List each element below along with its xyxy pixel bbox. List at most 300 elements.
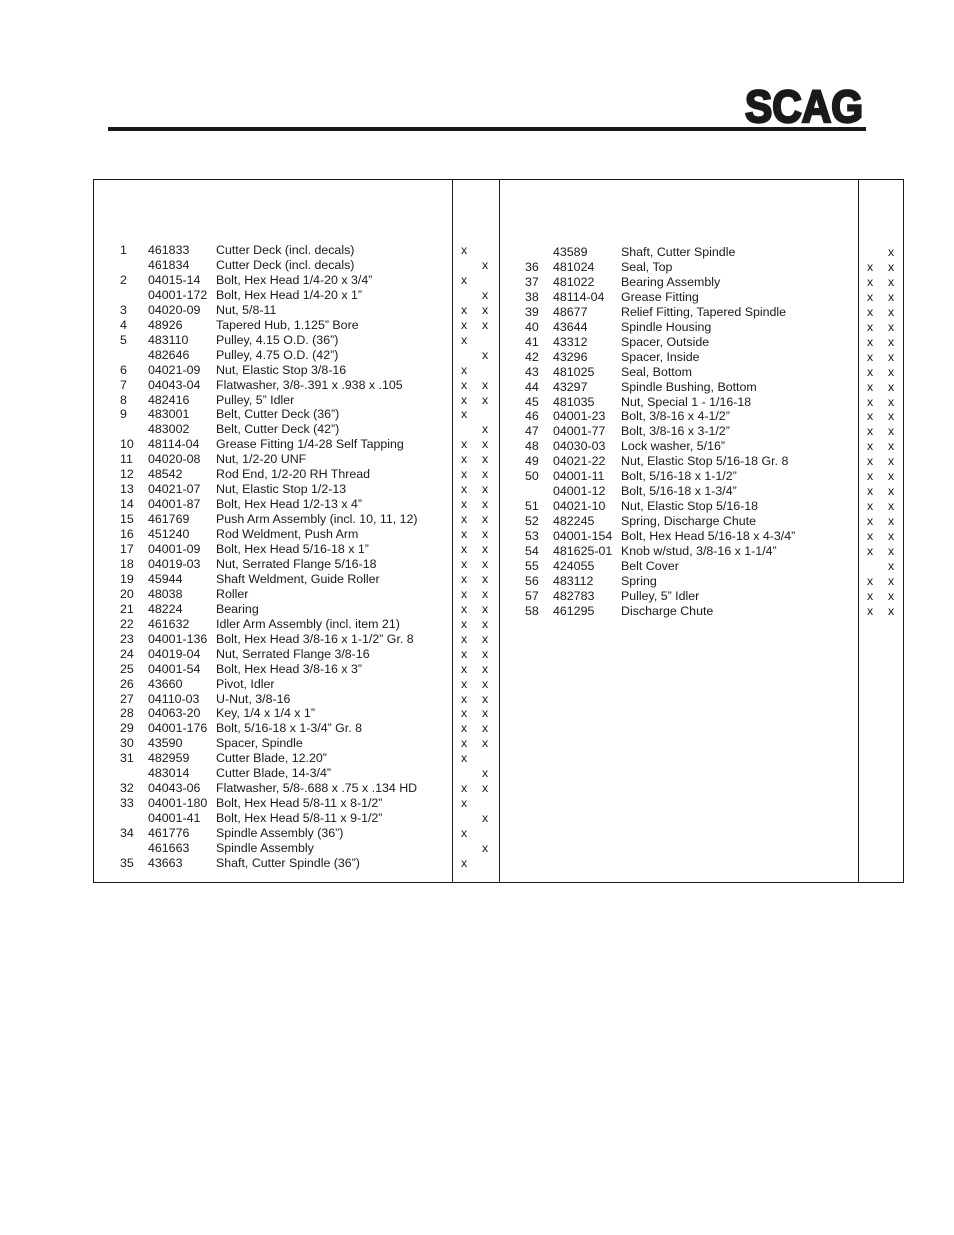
deck-36-mark: x [461, 676, 468, 691]
part-number: 04030-03 [553, 439, 606, 454]
part-description: Nut, Elastic Stop 5/16-18 Gr. 8 [621, 454, 789, 469]
part-description: Bolt, 5/16-18 x 1-3/4” [621, 484, 737, 499]
part-number: 04021-10 [553, 499, 606, 514]
deck-42-mark: x [888, 304, 895, 319]
table-row [94, 544, 903, 559]
table-row [94, 287, 903, 305]
deck-42-mark: x [482, 422, 489, 437]
table-row [94, 706, 903, 721]
ref-number: 5 [120, 332, 127, 347]
part-description: Bolt, Hex Head 5/8-11 x 9-1/2” [216, 811, 383, 826]
deck-42-mark: x [482, 257, 489, 272]
deck-42-mark: x [888, 319, 895, 334]
deck-42-mark: x [888, 259, 895, 274]
table-row [94, 677, 903, 692]
ref-number: 1 [120, 243, 127, 257]
table-row [94, 692, 903, 707]
deck-42-mark: x [482, 811, 489, 826]
deck-42-mark: x [482, 841, 489, 855]
ref-number: 54 [525, 544, 539, 558]
part-description: Grease Fitting [621, 289, 699, 304]
part-number: 04001-136 [148, 631, 208, 646]
deck-36-mark: x [867, 304, 874, 319]
part-description: Nut, Elastic Stop 5/16-18 [621, 499, 759, 514]
deck-42-mark: x [482, 691, 489, 706]
table-row [94, 529, 903, 544]
deck-36-mark: x [867, 424, 874, 439]
part-number: 461834 [148, 257, 190, 272]
deck-36-mark: x [461, 571, 468, 586]
ref-number: 16 [120, 527, 134, 542]
ref-number: 56 [525, 573, 539, 588]
deck-36-mark: x [461, 467, 468, 482]
part-description: Spring, Discharge Chute [621, 514, 756, 529]
part-number: 482959 [148, 751, 190, 766]
deck-36-mark: x [461, 332, 468, 347]
deck-42-mark: x [482, 571, 489, 586]
deck-42-mark: x [482, 437, 489, 452]
deck-36-mark: x [867, 364, 874, 379]
deck-42-mark: x [888, 364, 895, 379]
part-description: Bolt, 5/16-18 x 1-1/2” [621, 469, 737, 484]
part-number: 43589 [553, 245, 588, 259]
header-rule [108, 127, 866, 131]
deck-42-mark: x [888, 439, 895, 454]
part-number: 481035 [553, 394, 595, 409]
deck-36-mark: x [867, 514, 874, 529]
table-row [94, 796, 903, 811]
part-number: 48677 [553, 304, 588, 319]
part-description: U-Nut, 3/8-16 [216, 691, 291, 706]
part-description: Tapered Hub, 1.125” Bore [216, 317, 359, 332]
deck-42-mark: x [888, 544, 895, 558]
part-description: Spindle Assembly [216, 841, 314, 855]
part-description: Relief Fitting, Tapered Spindle [621, 304, 787, 319]
ref-number: 36 [525, 259, 539, 274]
ref-number: 10 [120, 437, 134, 452]
ref-number: 8 [120, 392, 127, 407]
part-description: Belt Cover [621, 558, 679, 573]
part-description: Flatwasher, 3/8-.391 x .938 x .105 [216, 377, 403, 392]
table-row [94, 662, 903, 677]
table-row [94, 736, 903, 751]
ref-number: 17 [120, 542, 134, 556]
part-description: Nut, 5/8-11 [216, 302, 277, 317]
part-number: 48114-04 [148, 437, 200, 452]
deck-36-mark: x [461, 646, 468, 661]
part-description: Pulley, 4.15 O.D. (36”) [216, 332, 339, 347]
deck-36-mark: x [461, 377, 468, 392]
part-description: Seal, Bottom [621, 364, 692, 379]
part-number: 483001 [148, 407, 190, 422]
table-row [94, 601, 903, 619]
deck-36-mark: x [461, 855, 468, 870]
deck-36-mark: x [867, 409, 874, 424]
part-description: Spacer, Outside [621, 334, 710, 349]
part-number: 04063-20 [148, 706, 201, 721]
part-number: 451240 [148, 527, 190, 542]
table-row [94, 856, 903, 871]
deck-36-mark: x [461, 751, 468, 766]
ref-number: 25 [120, 661, 134, 676]
parts-table [93, 179, 904, 883]
part-description: Rod End, 1/2-20 RH Thread [216, 467, 371, 482]
scag-logo [742, 86, 866, 126]
part-description: Key, 1/4 x 1/4 x 1” [216, 706, 315, 721]
table-row [94, 439, 903, 454]
deck-42-mark: x [888, 289, 895, 304]
deck-36-mark: x [461, 317, 468, 332]
part-number: 04001-154 [553, 529, 613, 544]
part-number: 481025 [553, 364, 595, 379]
deck-36-mark: x [461, 586, 468, 601]
deck-36-mark: x [867, 529, 874, 544]
part-description: Cutter Blade, 12.20” [216, 751, 327, 766]
part-number: 04019-03 [148, 556, 201, 571]
ref-number: 47 [525, 424, 539, 439]
part-description: Bolt, Hex Head 1/2-13 x 4” [216, 497, 363, 512]
ref-number: 40 [525, 319, 539, 334]
part-number: 43590 [148, 736, 183, 751]
ref-number: 38 [525, 289, 539, 304]
ref-number: 41 [525, 334, 539, 349]
table-row [94, 347, 903, 365]
part-number: 48038 [148, 586, 183, 601]
table-row [94, 617, 903, 632]
part-description: Bolt, 3/8-16 x 3-1/2” [621, 424, 730, 439]
deck-42-mark: x [482, 377, 489, 392]
part-description: Bolt, 5/16-18 x 1-3/4” Gr. 8 [216, 721, 363, 736]
part-number: 43644 [553, 319, 588, 334]
ref-number: 11 [120, 452, 133, 467]
part-number: 483014 [148, 766, 190, 781]
deck-36-mark: x [461, 661, 468, 676]
deck-36-mark: x [461, 631, 468, 646]
part-number: 04001-11 [553, 469, 605, 484]
part-description: Pulley, 5” Idler [216, 392, 295, 407]
ref-number: 51 [525, 499, 539, 514]
part-number: 482783 [553, 588, 595, 603]
deck-42-mark: x [888, 349, 895, 364]
ref-number: 34 [120, 826, 134, 841]
part-description: Bolt, Hex Head 1/4-20 x 3/4” [216, 272, 373, 287]
part-number: 461769 [148, 512, 190, 527]
deck-36-mark: x [867, 334, 874, 349]
ref-number: 2 [120, 272, 127, 287]
ref-number: 53 [525, 529, 539, 544]
part-number: 04020-09 [148, 302, 201, 317]
part-description: Bolt, Hex Head 1/4-20 x 1” [216, 287, 363, 302]
table-row [94, 571, 903, 589]
table-row [94, 332, 903, 350]
deck-42-mark: x [482, 706, 489, 721]
deck-42-mark: x [482, 616, 489, 631]
part-description: Pivot, Idler [216, 676, 275, 691]
part-number: 481024 [553, 259, 595, 274]
ref-number: 35 [120, 855, 134, 870]
part-number: 04001-176 [148, 721, 208, 736]
deck-42-mark: x [482, 631, 489, 646]
deck-36-mark: x [867, 544, 874, 558]
part-number: 43297 [553, 379, 588, 394]
deck-36-mark: x [461, 407, 468, 422]
part-description: Nut, Special 1 - 1/16-18 [621, 394, 752, 409]
ref-number: 3 [120, 302, 127, 317]
part-description: Bearing [216, 601, 259, 616]
table-row [94, 272, 903, 290]
part-description: Lock washer, 5/16” [621, 439, 726, 454]
deck-42-mark: x [888, 424, 895, 439]
deck-42-mark: x [482, 586, 489, 601]
part-description: Nut, Elastic Stop 1/2-13 [216, 482, 347, 497]
ref-number: 4 [120, 317, 127, 332]
deck-36-mark: x [867, 499, 874, 514]
part-description: Cutter Blade, 14-3/4” [216, 766, 332, 781]
deck-36-mark: x [461, 497, 468, 512]
part-number: 04020-08 [148, 452, 201, 467]
deck-42-mark: x [888, 529, 895, 544]
deck-42-mark: x [888, 334, 895, 349]
deck-36-mark: x [461, 482, 468, 497]
part-description: Pulley, 4.75 O.D. (42”) [216, 347, 339, 362]
ref-number: 55 [525, 558, 539, 573]
deck-42-mark: x [482, 766, 489, 781]
part-number: 04001-54 [148, 661, 201, 676]
deck-42-mark: x [482, 302, 489, 317]
deck-36-mark: x [867, 454, 874, 469]
part-number: 04019-04 [148, 646, 201, 661]
part-number: 04015-14 [148, 272, 201, 287]
deck-42-mark: x [482, 676, 489, 691]
table-row [94, 424, 903, 439]
table-row [94, 586, 903, 604]
table-row [94, 826, 903, 841]
part-description: Bolt, Hex Head 5/16-18 x 4-3/4” [621, 529, 796, 544]
part-description: Bearing Assembly [621, 274, 721, 289]
deck-42-mark: x [888, 603, 895, 618]
part-number: 04001-77 [553, 424, 606, 439]
part-description: Seal, Top [621, 259, 673, 274]
ref-number: 28 [120, 706, 134, 721]
ref-number: 52 [525, 514, 539, 529]
part-description: Bolt, Hex Head 3/8-16 x 3” [216, 661, 363, 676]
deck-36-mark: x [867, 319, 874, 334]
deck-36-mark: x [461, 527, 468, 542]
deck-42-mark: x [482, 392, 489, 407]
part-number: 461632 [148, 616, 190, 631]
ref-number: 20 [120, 586, 134, 601]
ref-number: 24 [120, 646, 134, 661]
ref-number: 19 [120, 571, 134, 586]
part-description: Idler Arm Assembly (incl. item 21) [216, 616, 400, 631]
part-number: 481022 [553, 274, 595, 289]
deck-42-mark: x [482, 467, 489, 482]
ref-number: 30 [120, 736, 134, 751]
part-number: 461295 [553, 603, 595, 618]
deck-42-mark: x [888, 394, 895, 409]
table-row [94, 377, 903, 395]
part-number: 43663 [148, 855, 183, 870]
deck-36-mark: x [461, 452, 468, 467]
deck-36-mark: x [461, 691, 468, 706]
deck-36-mark: x [461, 781, 468, 796]
part-description: Push Arm Assembly (incl. 10, 11, 12) [216, 512, 418, 527]
table-row [94, 257, 903, 275]
part-number: 04021-07 [148, 482, 201, 497]
part-number: 04043-06 [148, 781, 201, 796]
table-row [94, 302, 903, 320]
table-row [94, 499, 903, 514]
ref-number: 37 [525, 274, 539, 289]
table-row [94, 454, 903, 469]
ref-number: 43 [525, 364, 539, 379]
deck-42-mark: x [482, 661, 489, 676]
ref-number: 23 [120, 631, 134, 646]
ref-number: 48 [525, 439, 539, 454]
ref-number: 18 [120, 556, 134, 571]
table-row [94, 245, 903, 260]
part-number: 45944 [148, 571, 183, 586]
deck-42-mark: x [482, 736, 489, 751]
deck-42-mark: x [482, 556, 489, 571]
table-row [94, 556, 903, 574]
part-description: Nut, Serrated Flange 3/8-16 [216, 646, 370, 661]
deck-42-mark: x [888, 454, 895, 469]
part-description: Nut, Elastic Stop 3/8-16 [216, 362, 347, 377]
part-description: Nut, Serrated Flange 5/16-18 [216, 556, 377, 571]
ref-number: 12 [120, 467, 134, 482]
ref-number: 33 [120, 796, 134, 811]
ref-number: 49 [525, 454, 539, 469]
deck-42-mark: x [482, 347, 489, 362]
table-row [94, 721, 903, 736]
deck-36-mark: x [867, 349, 874, 364]
deck-42-mark: x [482, 781, 489, 796]
part-description: Discharge Chute [621, 603, 714, 618]
deck-42-mark: x [888, 573, 895, 588]
deck-36-mark: x [461, 542, 468, 556]
part-number: 482416 [148, 392, 190, 407]
ref-number: 32 [120, 781, 134, 796]
table-row [94, 751, 903, 766]
deck-36-mark: x [461, 392, 468, 407]
deck-36-mark: x [461, 601, 468, 616]
part-description: Cutter Deck (incl. decals) [216, 257, 355, 272]
deck-42-mark: x [482, 527, 489, 542]
ref-number: 44 [525, 379, 539, 394]
part-description: Rod Weldment, Push Arm [216, 527, 359, 542]
part-description: Roller [216, 586, 249, 601]
deck-42-mark: x [888, 469, 895, 484]
deck-42-mark: x [888, 484, 895, 499]
part-description: Bolt, Hex Head 5/16-18 x 1” [216, 542, 369, 556]
ref-number: 31 [120, 751, 134, 766]
part-number: 483110 [148, 332, 189, 347]
ref-number: 29 [120, 721, 134, 736]
ref-number: 45 [525, 394, 539, 409]
deck-42-mark: x [888, 558, 895, 573]
part-number: 424055 [553, 558, 595, 573]
deck-36-mark: x [867, 469, 874, 484]
part-description: Belt, Cutter Deck (36”) [216, 407, 340, 422]
part-number: 483002 [148, 422, 190, 437]
deck-36-mark: x [461, 616, 468, 631]
part-description: Spindle Housing [621, 319, 712, 334]
part-number: 04110-03 [148, 691, 200, 706]
part-number: 04001-09 [148, 542, 201, 556]
table-row [94, 317, 903, 335]
table-row [94, 811, 903, 826]
part-number: 48114-04 [553, 289, 605, 304]
part-number: 04001-12 [553, 484, 606, 499]
deck-36-mark: x [867, 289, 874, 304]
part-description: Spindle Bushing, Bottom [621, 379, 757, 394]
part-number: 483112 [553, 573, 594, 588]
deck-36-mark: x [867, 588, 874, 603]
deck-36-mark: x [461, 362, 468, 377]
deck-36-mark: x [867, 439, 874, 454]
part-description: Knob w/stud, 3/8-16 x 1-1/4” [621, 544, 777, 558]
ref-number: 15 [120, 512, 134, 527]
part-description: Nut, 1/2-20 UNF [216, 452, 307, 467]
part-description: Bolt, Hex Head 3/8-16 x 1-1/2” Gr. 8 [216, 631, 414, 646]
ref-number: 7 [120, 377, 127, 392]
deck-42-mark: x [482, 497, 489, 512]
ref-number: 26 [120, 676, 134, 691]
ref-number: 21 [120, 601, 134, 616]
part-number: 482646 [148, 347, 190, 362]
deck-36-mark: x [461, 437, 468, 452]
table-row [94, 484, 903, 499]
deck-42-mark: x [482, 287, 489, 302]
ref-number: 50 [525, 469, 539, 484]
part-description: Spacer, Inside [621, 349, 700, 364]
deck-36-mark: x [461, 706, 468, 721]
part-number: 04001-23 [553, 409, 606, 424]
part-number: 04001-87 [148, 497, 201, 512]
table-row [94, 409, 903, 424]
table-row [94, 766, 903, 781]
deck-42-mark: x [888, 514, 895, 529]
deck-36-mark: x [461, 512, 468, 527]
logo-text: SCAG [745, 86, 863, 126]
ref-number: 57 [525, 588, 539, 603]
part-number: 461776 [148, 826, 190, 841]
deck-42-mark: x [888, 379, 895, 394]
deck-42-mark: x [888, 245, 895, 259]
ref-number: 42 [525, 349, 539, 364]
part-description: Shaft Weldment, Guide Roller [216, 571, 380, 586]
deck-42-mark: x [482, 646, 489, 661]
part-description: Shaft, Cutter Spindle [621, 245, 736, 259]
deck-36-mark: x [461, 556, 468, 571]
deck-42-mark: x [482, 721, 489, 736]
part-number: 43312 [553, 334, 588, 349]
deck-42-mark: x [888, 409, 895, 424]
deck-42-mark: x [482, 482, 489, 497]
ref-number: 22 [120, 616, 134, 631]
deck-36-mark: x [867, 274, 874, 289]
ref-number: 27 [120, 691, 134, 706]
deck-42-mark: x [888, 499, 895, 514]
ref-number: 14 [120, 497, 134, 512]
part-number: 04021-09 [148, 362, 201, 377]
part-description: Bolt, Hex Head 5/8-11 x 8-1/2” [216, 796, 383, 811]
part-description: Grease Fitting 1/4-28 Self Tapping [216, 437, 404, 452]
deck-42-mark: x [482, 542, 489, 556]
part-description: Spindle Assembly (36”) [216, 826, 344, 841]
ref-number: 6 [120, 362, 127, 377]
